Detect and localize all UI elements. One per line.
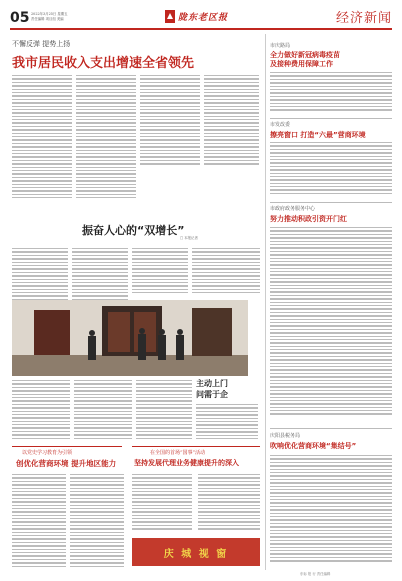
lead-kicker: 不懈反弹 提势上扬 bbox=[12, 40, 71, 48]
ad-banner-label: 庆 城 视 窗 bbox=[163, 548, 229, 560]
mid-body-left bbox=[12, 380, 70, 442]
right-a1-title: 全力做好新冠病毒疫苗 及接种费用保障工作 bbox=[270, 51, 340, 68]
right-a4-body bbox=[270, 455, 392, 567]
header-rule bbox=[10, 28, 392, 30]
right-a2-body bbox=[270, 142, 392, 198]
bottom-mid-kicker: 在全国的首场“国事”活动 bbox=[150, 450, 206, 456]
bottom-mid-rule bbox=[132, 446, 260, 447]
lead-title: 我市居民收入支出增速全省领先 bbox=[12, 56, 195, 71]
bottom-left-kicker: 以党史学习教育为引领 bbox=[22, 450, 73, 456]
right-a4-title: 吹响优化营商环境“集结号” bbox=[270, 442, 357, 450]
bottom-left-body-a bbox=[12, 474, 66, 570]
feature-body-far bbox=[192, 248, 260, 298]
right-a3-title: 努力推动积政引资开门红 bbox=[270, 215, 347, 223]
feature-byline: □ 本报记者 bbox=[180, 236, 198, 240]
right-a1-kicker: 市庆路局 bbox=[270, 43, 291, 49]
footer-credit: 东标 报 行 责任编辑 bbox=[300, 572, 331, 576]
issue-date: 2022年3月25日 星期五 bbox=[31, 12, 68, 16]
lead-body-col3 bbox=[140, 75, 200, 170]
feature-title: 振奋人心的“双增长” bbox=[82, 224, 185, 237]
feature-body-right bbox=[132, 248, 188, 298]
mid-body-right bbox=[136, 380, 192, 442]
ad-banner bbox=[132, 538, 260, 566]
feature-photo bbox=[12, 300, 248, 376]
masthead-logo-text: 陇东老区报 bbox=[178, 12, 229, 23]
lead-body-col1 bbox=[12, 75, 72, 205]
right-a3-kicker: 市政府政务服务中心 bbox=[270, 206, 316, 212]
right-a3-body bbox=[270, 227, 392, 423]
bottom-left-rule bbox=[12, 446, 122, 447]
column-divider bbox=[265, 34, 266, 570]
photo-caption-title: 主动上门 问需于企 bbox=[196, 379, 228, 399]
bottom-mid-body-b bbox=[198, 474, 260, 534]
page-number: 05 bbox=[10, 10, 30, 26]
right-a1-body bbox=[270, 72, 392, 114]
editor-line: 责任编辑 项目组 美编 bbox=[31, 17, 64, 21]
bottom-mid-body-a bbox=[132, 474, 192, 534]
lead-body-col4 bbox=[204, 75, 259, 170]
logo-emblem-icon bbox=[165, 10, 175, 23]
right-sep-3 bbox=[270, 428, 392, 429]
bottom-mid-title: 坚持发展代理业务健康提升的深入 bbox=[134, 459, 239, 467]
bottom-left-title: 创优化营商环境 提升地区能力 bbox=[16, 459, 117, 468]
mid-body-center bbox=[74, 380, 132, 442]
right-a4-kicker: 庆阳县税务局 bbox=[270, 433, 301, 439]
caption-body bbox=[196, 404, 258, 442]
right-a2-kicker: 市发改委 bbox=[270, 122, 291, 128]
lead-body-col2 bbox=[76, 75, 136, 205]
right-a2-title: 擦亮窗口 打造“六最”营商环境 bbox=[270, 131, 366, 139]
right-sep-1 bbox=[270, 118, 392, 119]
bottom-left-body-b bbox=[70, 474, 124, 570]
masthead-logo bbox=[165, 8, 235, 24]
section-name: 经济新闻 bbox=[335, 11, 392, 26]
right-sep-2 bbox=[270, 202, 392, 203]
